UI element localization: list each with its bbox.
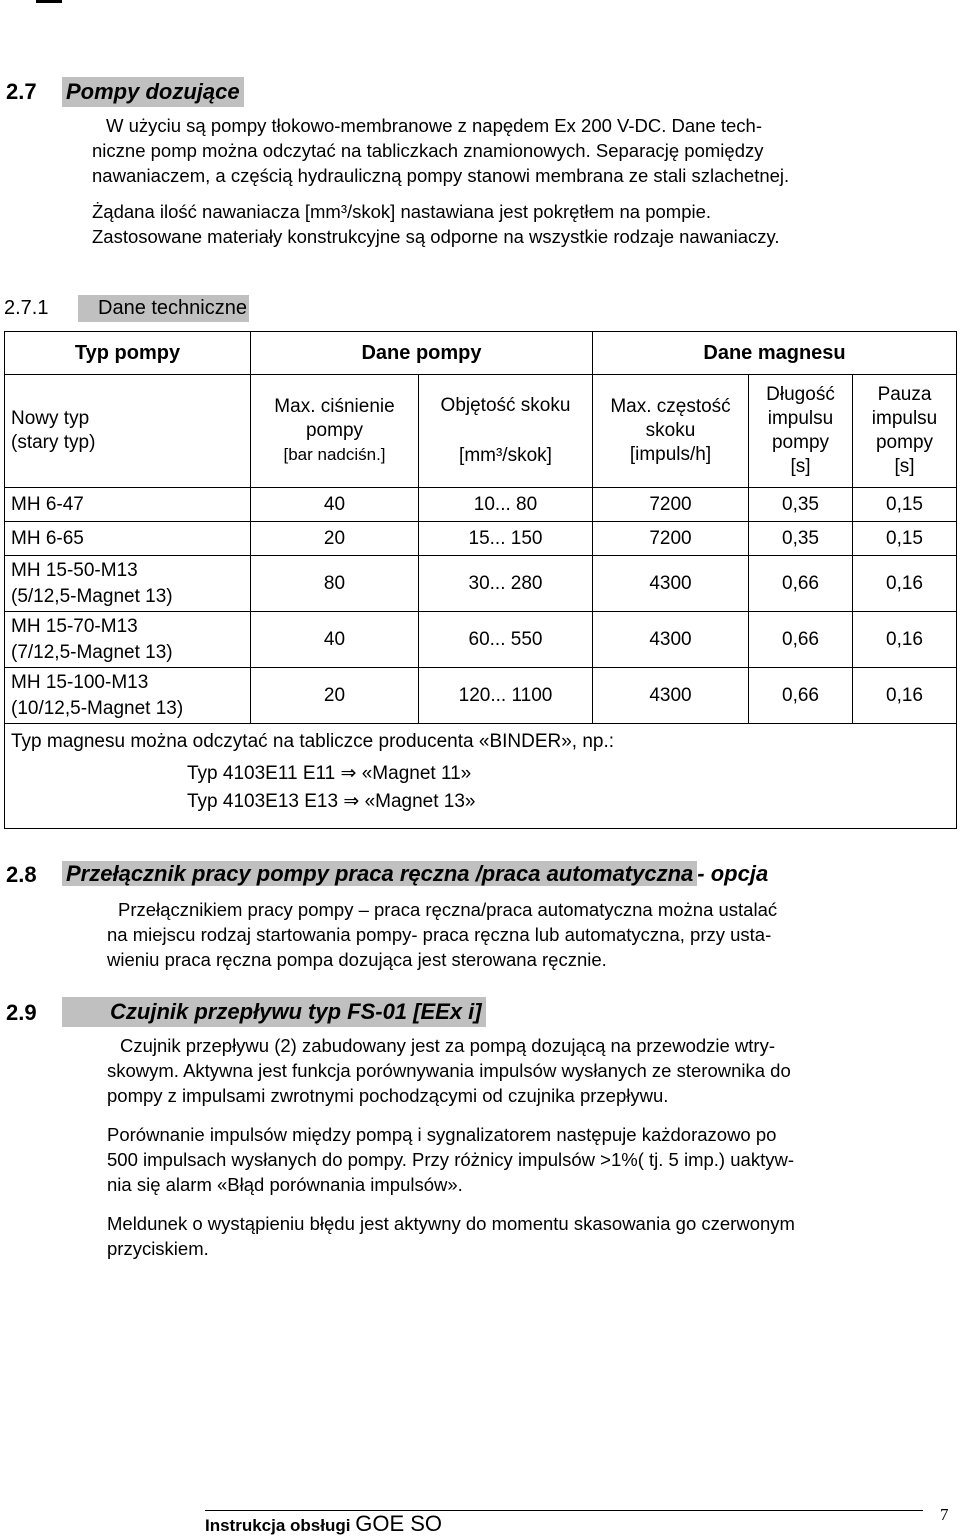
cell-pause: 0,16	[853, 668, 957, 724]
s27-line-4: Żądana ilość nawaniacza [mm³/skok] nastawiana jest pokrętłem na pompie.	[92, 201, 712, 222]
cell-volume: 10... 80	[419, 488, 593, 522]
section-2-9-number: 2.9	[6, 1000, 37, 1025]
page-footer	[205, 1510, 923, 1537]
cell-type: MH 6-47	[5, 488, 251, 522]
s29-p3-line-1: Meldunek o wystąpieniu błędu jest aktywny do momentu skasowania go czerwonym	[107, 1213, 795, 1234]
cell-volume: 30... 280	[419, 556, 593, 612]
cell-volume: 120... 1100	[419, 668, 593, 724]
table-footnote-row	[5, 724, 957, 829]
cell-pressure: 40	[251, 488, 419, 522]
s28-line-3: wieniu praca ręczna pompa dozująca jest sterowana ręcznie.	[107, 949, 607, 970]
section-2-8-number: 2.8	[6, 862, 37, 887]
magnet-footnote-cell	[5, 724, 957, 829]
s29-p2-line-2: 500 impulsach wysłanych do pompy. Przy różnicy impulsów >1%( tj. 5 imp.) uaktyw-	[107, 1149, 794, 1170]
cell-pressure: 20	[251, 668, 419, 724]
col-header-volume: Objętość skoku [mm³/skok]	[419, 375, 593, 488]
cell-pause: 0,15	[853, 522, 957, 556]
section-2-8-heading	[62, 859, 768, 892]
section-2-7-number: 2.7	[6, 79, 37, 104]
cell-duration: 0,35	[749, 522, 853, 556]
s29-p2-line-1: Porównanie impulsów między pompą i sygnalizatorem następuje każdorazowo po	[107, 1124, 777, 1145]
section-2-9-title: Czujnik przepływu typ FS-01 [EEx i]	[62, 997, 486, 1027]
s27-line-5: Zastosowane materiały konstrukcyjne są odporne na wszystkie rodzaje nawaniaczy.	[92, 226, 780, 247]
col-header-duration: Długość impulsu pompy [s]	[749, 375, 853, 488]
cell-type: MH 6-65	[5, 522, 251, 556]
magnet-line-1: Typ 4103E11 E11 ⇒ «Magnet 11»	[187, 763, 472, 784]
cell-volume: 60... 550	[419, 612, 593, 668]
cell-duration: 0,66	[749, 612, 853, 668]
top-mark	[36, 0, 62, 3]
subsection-2-7-1-number: 2.7.1	[4, 297, 49, 319]
cell-pause: 0,16	[853, 612, 957, 668]
cell-type: MH 15-50-M13 (5/12,5-Magnet 13)	[5, 556, 251, 612]
s27-line-3: nawaniaczem, a częścią hydrauliczną pompy stanowi membrana ze stali szlachetnej.	[92, 165, 790, 186]
table-row	[5, 612, 957, 668]
cell-pressure: 80	[251, 556, 419, 612]
implies-arrow-icon: ⇒	[340, 763, 357, 784]
magnet-footnote: Typ magnesu można odczytać na tabliczce producenta «BINDER», np.:	[11, 731, 615, 752]
col-header-pressure: Max. ciśnienie pompy [bar nadciśn.]	[251, 375, 419, 488]
page-number: 7	[940, 1505, 949, 1524]
cell-pressure: 20	[251, 522, 419, 556]
cell-frequency: 7200	[593, 522, 749, 556]
cell-frequency: 4300	[593, 612, 749, 668]
col-header-type: Nowy typ (stary typ)	[5, 375, 251, 488]
table-row	[5, 668, 957, 724]
s29-p1-line-1: Czujnik przepływu (2) zabudowany jest za pompą dozującą na przewodzie wtry-	[120, 1035, 776, 1056]
table-group-header-row	[5, 332, 957, 375]
cell-duration: 0,66	[749, 556, 853, 612]
magnet-line-2: Typ 4103E13 E13 ⇒ «Magnet 13»	[187, 791, 476, 812]
s28-line-1: Przełącznikiem pracy pompy – praca ręczna/praca automatyczna można ustalać	[118, 899, 778, 920]
cell-duration: 0,66	[749, 668, 853, 724]
cell-type: MH 15-70-M13 (7/12,5-Magnet 13)	[5, 612, 251, 668]
s29-p1-line-2: skowym. Aktywna jest funkcja porównywania impulsów wysłanych ze sterownika do	[107, 1060, 791, 1081]
footer-prefix: Instrukcja obsługi	[205, 1516, 351, 1535]
table-row	[5, 522, 957, 556]
cell-pause: 0,15	[853, 488, 957, 522]
cell-pause: 0,16	[853, 556, 957, 612]
implies-arrow-icon: ⇒	[343, 791, 360, 812]
cell-frequency: 4300	[593, 668, 749, 724]
s27-line-1: W użyciu są pompy tłokowo-membranowe z napędem Ex 200 V-DC. Dane tech-	[106, 115, 763, 136]
group-magnet-data: Dane magnesu	[593, 332, 957, 375]
s29-p3-line-2: przyciskiem.	[107, 1238, 209, 1259]
cell-frequency: 4300	[593, 556, 749, 612]
col-header-frequency: Max. częstość skoku [impuls/h]	[593, 375, 749, 488]
cell-type: MH 15-100-M13 (10/12,5-Magnet 13)	[5, 668, 251, 724]
cell-frequency: 7200	[593, 488, 749, 522]
col-header-pause: Pauza impulsu pompy [s]	[853, 375, 957, 488]
cell-pressure: 40	[251, 612, 419, 668]
group-pump-type: Typ pompy	[5, 332, 251, 375]
section-2-8-title: Przełącznik pracy pompy praca ręczna /praca automatyczna	[62, 861, 697, 886]
table-column-header-row	[5, 375, 957, 488]
s29-p2-line-3: nia się alarm «Błąd porównania impulsów».	[107, 1174, 463, 1195]
s29-p1-line-3: pompy z impulsami zwrotnymi pochodzącymi od czujnika przepływu.	[107, 1085, 669, 1106]
cell-volume: 15... 150	[419, 522, 593, 556]
cell-duration: 0,35	[749, 488, 853, 522]
footer-product: GOE SO	[355, 1511, 443, 1536]
table-row	[5, 488, 957, 522]
table-row	[5, 556, 957, 612]
technical-data-table	[4, 331, 957, 829]
s28-line-2: na miejscu rodzaj startowania pompy- praca ręczna lub automatyczna, przy usta-	[107, 924, 772, 945]
subsection-2-7-1-title: Dane techniczne	[78, 295, 249, 322]
group-pump-data: Dane pompy	[251, 332, 593, 375]
section-2-7-title: Pompy dozujące	[62, 77, 244, 107]
section-2-8-suffix: - opcja	[697, 861, 769, 886]
s27-line-2: niczne pomp można odczytać na tabliczkach znamionowych. Separację pomiędzy	[92, 140, 764, 161]
